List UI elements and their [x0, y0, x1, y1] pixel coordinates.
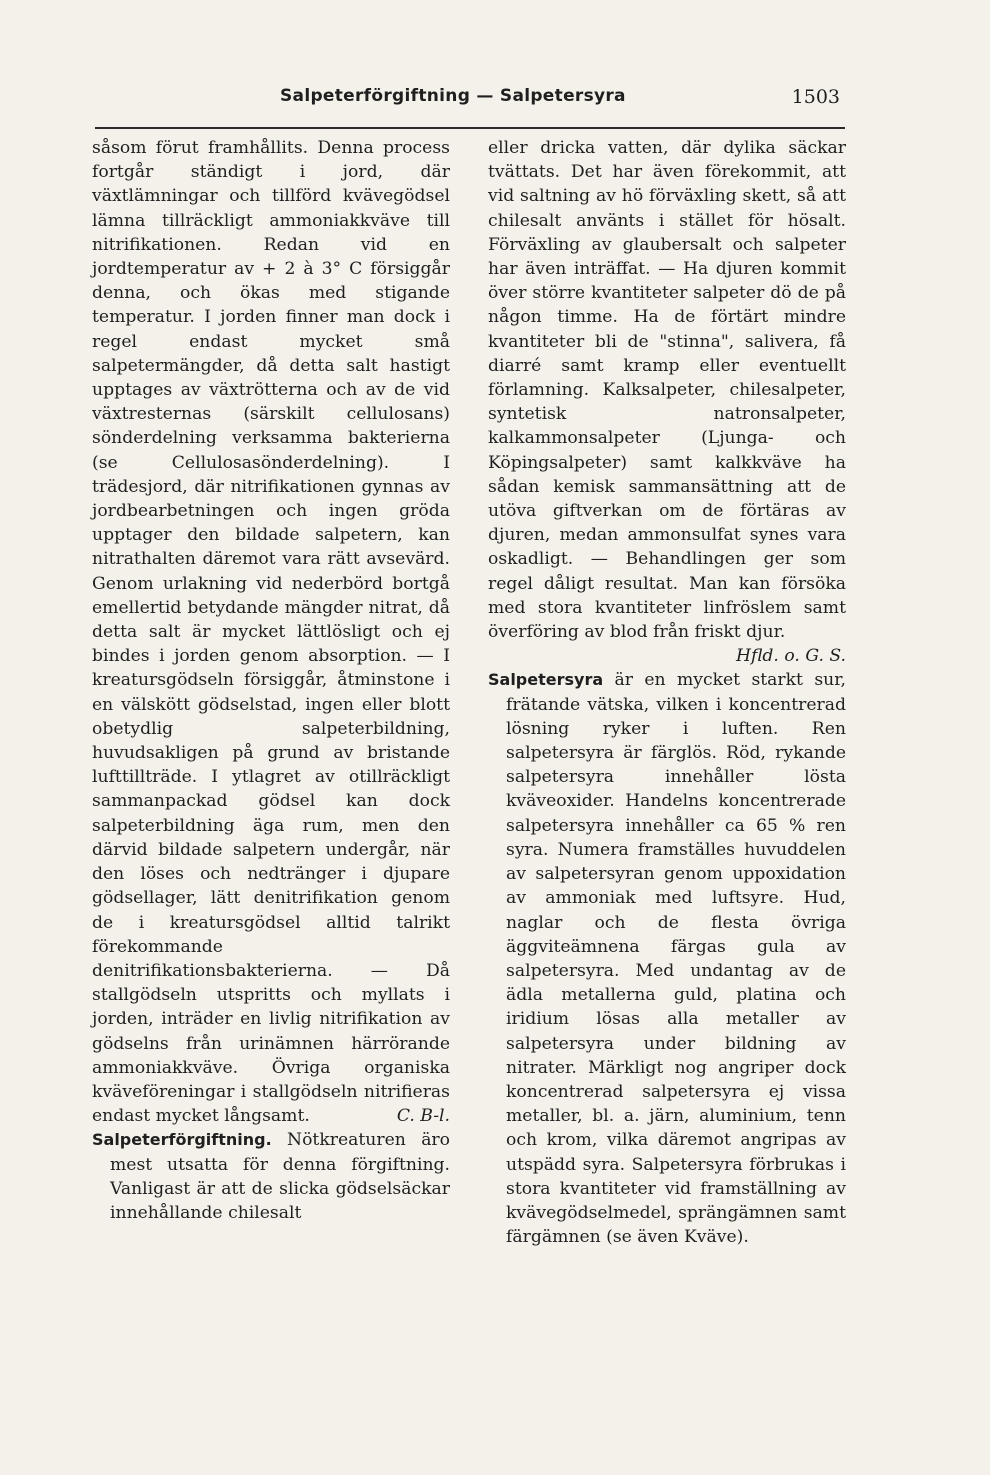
entry-headword: Salpeterförgiftning.: [92, 1130, 272, 1150]
entry-body: är en mycket starkt sur, frätande vätska, vilken i koncentrerad lösning ryker i luften. Ren salpetersyra är färglös. Röd, rykande salpetersyra innehåller lösta kväveoxider. Handelns koncentrerade salpetersyra innehåller ca 65 % ren syra. Numera framställes huvuddelen av salpetersyran genom uppoxidation av ammoniak med luftsyre. Hud, naglar och de flesta övriga äggviteämnena färgas gula av salpetersyra. Med undantag av de ädla metallerna guld, platina och iridium lösas alla metaller av salpetersyra under bildning av nitrater. Märkligt nog angriper dock koncentrerad salpetersyra ej vissa metaller, bl. a. järn, aluminium, tenn och krom, vilka däremot angripas av utspädd syra. Salpetersyra förbrukas i stora kvantiteter vid framställning av kvävegödselmedel, sprängämnen samt färgämnen (se även Kväve).: [506, 670, 846, 1248]
entry-body: Nötkreaturen äro mest utsatta för denna förgiftning. Vanligast är att de slicka gödselsäckar innehållande chilesalt: [110, 1130, 450, 1223]
continued-entry-body: såsom förut framhållits. Denna process fortgår ständigt i jord, där växtlämningar och tillförd kvävegödsel lämna tillräckligt ammoniakkväve till nitrifikationen. Redan vid en jordtemperatur av + 2 à 3° C försiggår denna, och ökas med stigande temperatur. I jorden finner man dock i regel endast mycket små salpetermängder, då detta salt hastigt upptages av växtrötterna och av de vid växtresternas (särskilt cellulosans) sönderdelning verksamma bakterierna (se Cellulosasönderdelning). I trädesjord, där nitrifikationen gynnas av jordbearbetningen och ingen gröda upptager den bildade salpetern, kan nitrathalten däremot vara rätt avsevärd. Genom urlakning vid nederbörd bortgå emellertid betydande mängder nitrat, då detta salt är mycket lättlösligt och ej bindes i jorden genom absorption. — I kreatursgödseln försiggår, åtminstone i en välskött gödselstad, ingen eller blott obetydlig salpeterbildning, huvudsakligen på grund av bristande lufttillträde. I ytlagret av otillräckligt sammanpackad gödsel kan dock salpeterbildning äga rum, men den därvid bildade salpetern undergår, när den löses och nedtränger i djupare gödsellager, lätt denitrifikation genom de i kreatursgödsel alltid talrikt förekommande denitrifikationsbakterierna. — Då stallgödseln utspritts och myllats i jorden, inträder en livlig nitrifikation av gödselns från urinämnen härrörande ammoniakkväve. Övriga organiska kväveföreningar i stallgödseln nitrifieras endast mycket långsamt.: [92, 138, 450, 1127]
author-signature: Hfld. o. G. S.: [735, 646, 846, 667]
page-header: [90, 86, 850, 116]
entry-salpetersyra: [488, 668, 846, 1249]
continued-entry-text: [92, 136, 450, 1128]
header-rule: [95, 127, 845, 129]
left-column: [92, 136, 450, 1225]
entry-salpeterforgiftning: [92, 1128, 450, 1225]
continued-entry-text: [488, 136, 846, 668]
running-head: Salpeterförgiftning — Salpetersyra: [280, 86, 626, 106]
right-column: [488, 136, 846, 1249]
author-signature: C. B-l.: [396, 1106, 450, 1127]
continued-entry-body: eller dricka vatten, där dylika säckar tvättats. Det har även förekommit, att vid saltning av hö förväxling skett, så att chilesalt använts i stället för hösalt. Förväxling av glaubersalt och salpeter har även inträffat. — Ha djuren kommit över större kvantiteter salpeter dö de på någon timme. Ha de förtärt mindre kvantiteter bli de "stinna", salivera, få diarré samt kramp eller eventuellt förlamning. Kalksalpeter, chilesalpeter, syntetisk natronsalpeter, kalkammonsalpeter (Ljunga- och Köpingsalpeter) samt kalkkväve ha sådan kemisk sammansättning att de utöva giftverkan om de förtäras av djuren, medan ammonsulfat synes vara oskadligt. — Behandlingen ger som regel dåligt resultat. Man kan försöka med stora kvantiteter linfröslem samt överföring av blod från friskt djur.: [488, 138, 846, 643]
entry-headword: Salpetersyra: [488, 670, 604, 690]
page-number: 1503: [791, 86, 840, 108]
